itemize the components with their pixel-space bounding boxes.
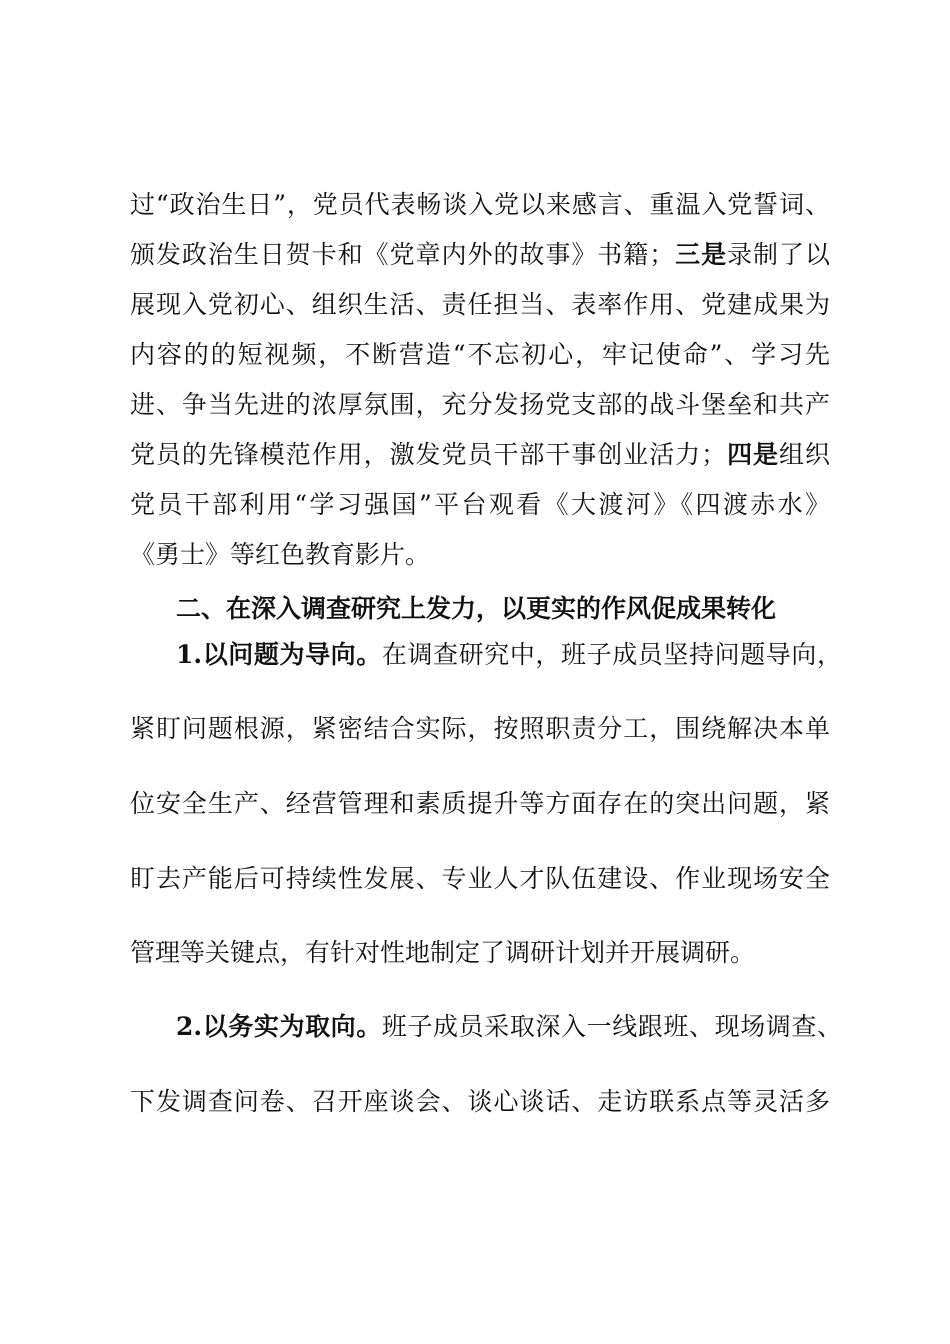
text-run: 展现入党初心、组织生活、责任担当、表率作用、党建成果为 [130, 290, 830, 319]
text-run: 《勇士》等红色教育影片。 [130, 540, 431, 569]
emphasis-text: 三是 [674, 240, 728, 269]
point-2-title: 2.以务实为取向。 [176, 1012, 382, 1041]
point-1-line-1 [176, 638, 842, 672]
text-run: 管理等关键点，有针对性地制定了调研计划并开展调研。 [130, 938, 756, 967]
text-run: 位安全生产、经营管理和素质提升等方面存在的突出问题，紧 [130, 789, 830, 818]
text-run: 党员的先锋模范作用，激发党员干部干事创业活力； [130, 440, 727, 469]
text-run: 录制了以 [727, 240, 830, 269]
text-run: 组织 [779, 440, 830, 469]
paragraph-1-line-3 [130, 288, 830, 322]
text-run: 过“政治生日”，党员代表畅谈入党以来感言、重温入党誓词、 [130, 190, 830, 219]
text-run: 内容的的短视频，不断营造“不忘初心，牢记使命”、学习先 [130, 340, 830, 369]
point-2-line-1 [176, 1010, 842, 1044]
text-run: 颁发政治生日贺卡和《党章内外的故事》书籍； [130, 240, 675, 269]
text-run: 进、争当先进的浓厚氛围，充分发扬党支部的战斗堡垒和共产 [130, 390, 830, 419]
point-1-line-5 [130, 936, 830, 970]
paragraph-1-line-4 [130, 338, 830, 372]
paragraph-1-line-6 [130, 438, 830, 472]
paragraph-1-line-1 [130, 188, 830, 222]
point-1-title: 1.以问题为导向。 [176, 640, 382, 669]
paragraph-1-line-7 [130, 488, 830, 522]
text-run: 在调查研究中，班子成员坚持问题导向， [381, 640, 842, 669]
point-1-line-2 [130, 712, 830, 746]
point-1-line-3 [130, 787, 830, 821]
paragraph-1-line-8 [130, 538, 830, 572]
paragraph-1-line-2 [130, 238, 830, 272]
text-run: 班子成员采取深入一线跟班、现场调查、 [381, 1012, 842, 1041]
emphasis-text: 四是 [726, 440, 780, 469]
point-1-line-4 [130, 862, 830, 896]
paragraph-1-line-5 [130, 388, 830, 422]
text-run: 盯去产能后可持续性发展、专业人才队伍建设、作业现场安全 [130, 864, 830, 893]
text-run: 党员干部利用“学习强国”平台观看《大渡河》《四渡赤水》 [130, 490, 830, 519]
point-2-line-2 [130, 1085, 830, 1119]
section-heading: 二、在深入调查研究上发力，以更实的作风促成果转化 [176, 594, 777, 623]
text-run: 紧盯问题根源，紧密结合实际，按照职责分工，围绕解决本单 [130, 714, 830, 743]
text-run: 下发调查问卷、召开座谈会、谈心谈话、走访联系点等灵活多 [130, 1087, 830, 1116]
